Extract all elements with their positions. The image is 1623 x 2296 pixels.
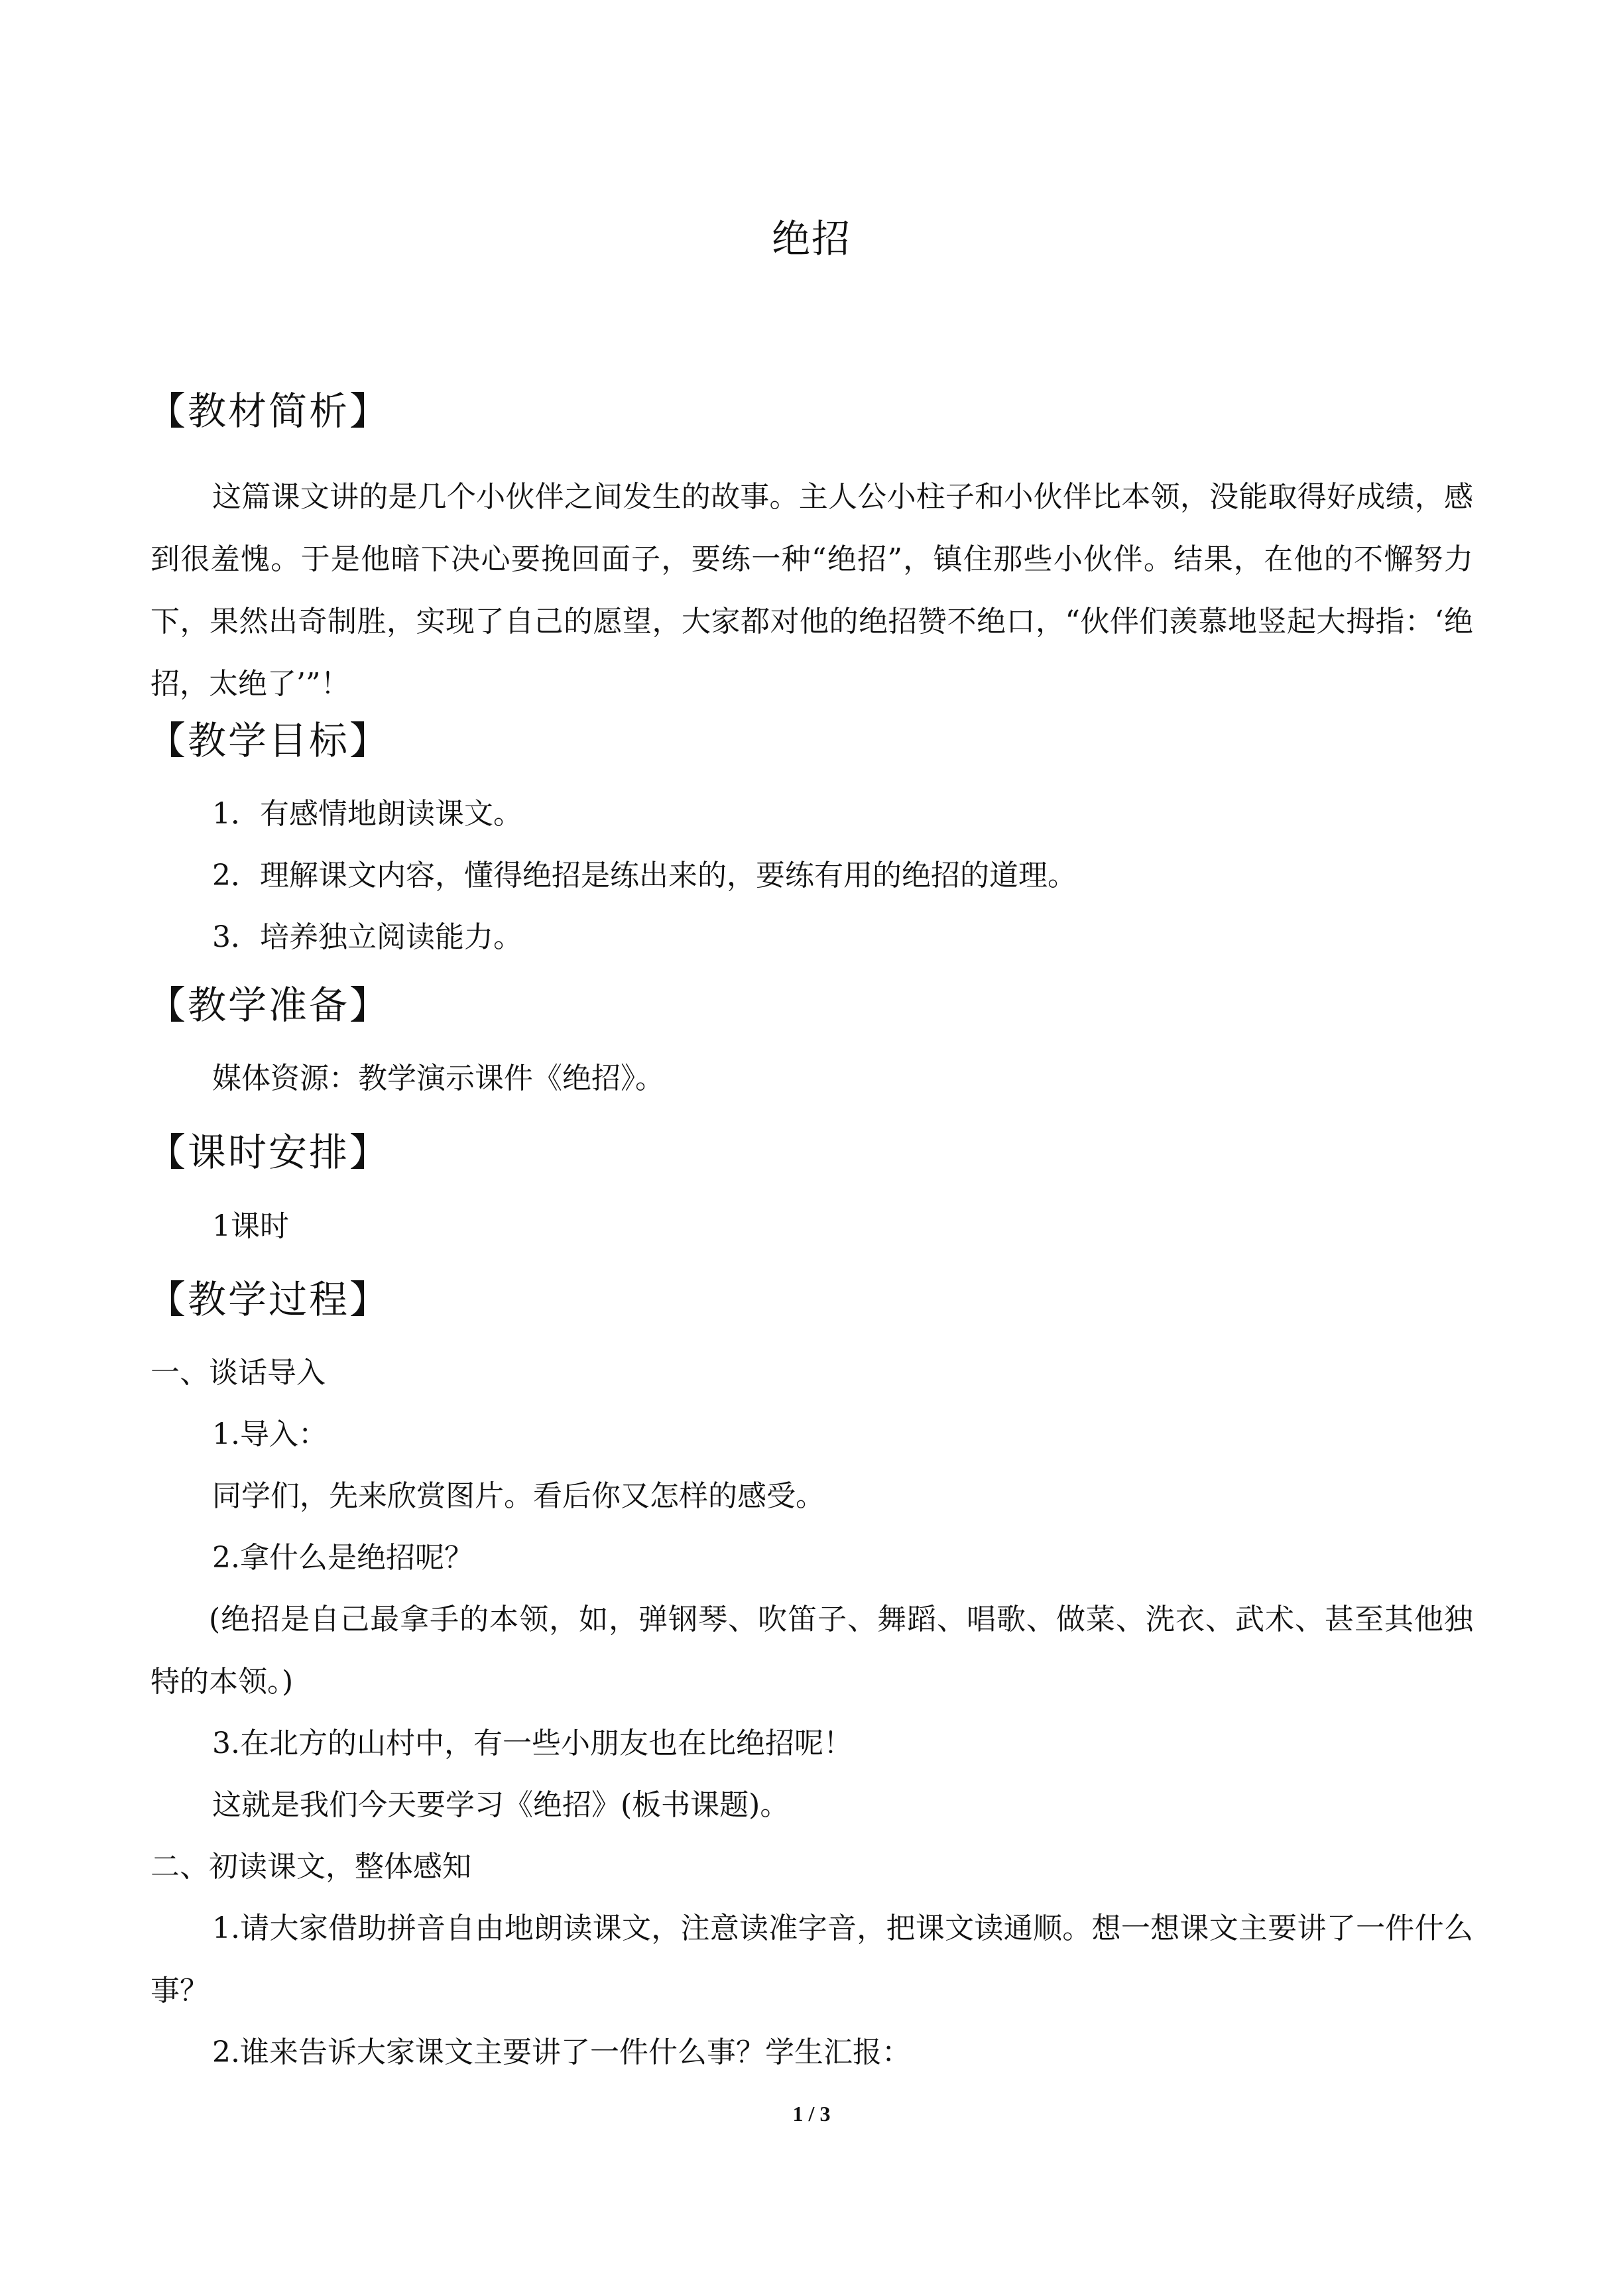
part1-intro-label: 1.导入：: [212, 1418, 328, 1451]
part2-step-2: 2.谁来告诉大家课文主要讲了一件什么事？学生汇报：: [212, 2035, 911, 2069]
part2-step-1: 1.请大家借助拼音自由地朗读课文，注意读准字音，把课文读通顺。想一想课文主要讲了一件什么事？: [150, 1911, 1473, 2008]
process-part2-title: 二、初读课文，整体感知: [150, 1850, 471, 1884]
part1-question-2: 2.拿什么是绝招呢？: [212, 1541, 473, 1575]
goal-item-2: 2．理解课文内容，懂得绝招是练出来的，要练有用的绝招的道理。: [212, 859, 1077, 892]
section-heading-schedule: 【课时安排】: [147, 1130, 391, 1175]
page-title: 绝招: [771, 216, 851, 261]
part1-question-2-answer: (绝招是自己最拿手的本领，如，弹钢琴、吹笛子、舞蹈、唱歌、做菜、洗衣、武术、甚至其他独特的本领。): [150, 1602, 1473, 1699]
section-heading-process: 【教学过程】: [147, 1277, 391, 1322]
part1-intro-text: 同学们，先来欣赏图片。看后你又怎样的感受。: [212, 1479, 825, 1513]
section-heading-analysis: 【教材简析】: [147, 389, 391, 434]
prep-text: 媒体资源：教学演示课件《绝招》。: [212, 1061, 664, 1095]
section-heading-prep: 【教学准备】: [147, 983, 391, 1028]
schedule-text: 1课时: [212, 1209, 289, 1243]
goal-item-1: 1．有感情地朗读课文。: [212, 797, 522, 831]
process-part1-title: 一、谈话导入: [150, 1356, 326, 1390]
part1-question-3: 3.在北方的山村中，有一些小朋友也在比绝招呢！: [212, 1726, 853, 1760]
section-heading-goals: 【教学目标】: [147, 718, 391, 763]
goal-item-3: 3．培养独立阅读能力。: [212, 920, 522, 954]
page-number: 1 / 3: [792, 2102, 831, 2126]
part1-question-3-follow: 这就是我们今天要学习《绝招》(板书课题)。: [212, 1788, 790, 1822]
analysis-paragraph: 这篇课文讲的是几个小伙伴之间发生的故事。主人公小柱子和小伙伴比本领，没能取得好成绩，感到很羞愧。于是他暗下决心要挽回面子，要练一种“绝招”，镇住那些小伙伴。结果，在他的不懈努力下，果然出奇制胜，实现了自己的愿望，大家都对他的绝招赞不绝口，“伙伴们羡慕地竖起大拇指：‘绝招，太绝了’”！: [150, 480, 1473, 701]
